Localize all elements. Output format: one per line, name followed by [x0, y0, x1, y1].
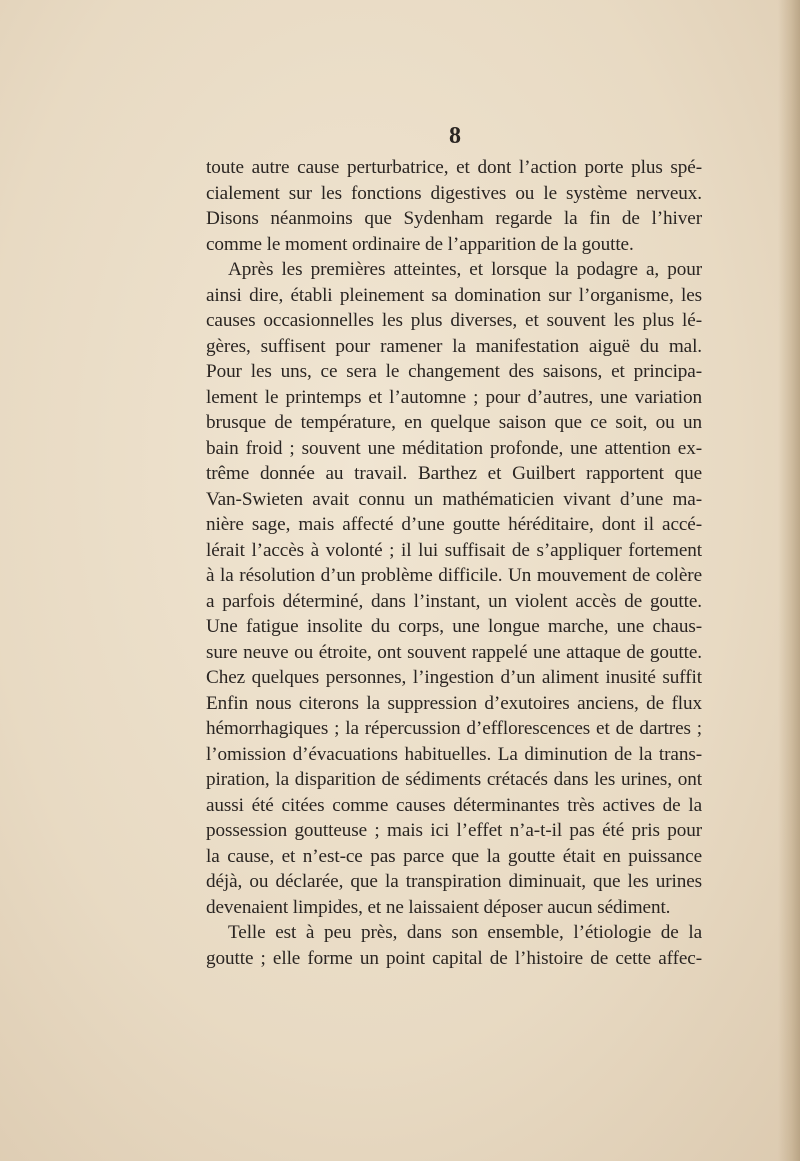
- text-line: toute autre cause perturbatrice, et dont l’action porte plus spé-: [206, 157, 702, 178]
- text-line: comme le moment ordinaire de l’apparition de la goutte.: [206, 233, 634, 255]
- text-line: Pour les uns, ce sera le changement des saisons, et principa-: [206, 361, 702, 382]
- text-line: nière sage, mais affecté d’une goutte héréditaire, dont il accé-: [206, 514, 702, 535]
- text-line: Après les premières atteintes, et lorsque la podagre a, pour: [228, 259, 702, 280]
- text-line: aussi été citées comme causes déterminantes très actives de la: [206, 794, 702, 816]
- text-line: Une fatigue insolite du corps, une longue marche, une chaus-: [206, 616, 702, 637]
- text-line: déjà, ou déclarée, que la transpiration diminuait, que les urines: [206, 871, 702, 892]
- text-line: cialement sur les fonctions digestives ou le système nerveux.: [206, 182, 702, 204]
- text-line: Disons néanmoins que Sydenham regarde la fin de l’hiver: [206, 208, 702, 229]
- text-line: goutte ; elle forme un point capital de l’histoire de cette affec-: [206, 947, 702, 969]
- text-line: la cause, et n’est-ce pas parce que la goutte était en puissance: [206, 845, 702, 867]
- text-line: Enfin nous citerons la suppression d’exutoires anciens, de flux: [206, 692, 702, 714]
- text-line: bain froid ; souvent une méditation profonde, une attention ex-: [206, 437, 702, 459]
- text-line: hémorrhagiques ; la répercussion d’efflorescences et de dartres ;: [206, 718, 702, 739]
- text-line: trême donnée au travail. Barthez et Guilbert rapportent que: [206, 463, 702, 484]
- text-line: causes occasionnelles les plus diverses, et souvent les plus lé-: [206, 310, 702, 331]
- text-line: l’omission d’évacuations habituelles. La diminution de la trans-: [206, 743, 702, 765]
- text-line: brusque de température, en quelque saison que ce soit, ou un: [206, 412, 702, 433]
- text-line: Van-Swieten avait connu un mathématicien vivant d’une ma-: [206, 488, 702, 510]
- text-line: lement le printemps et l’automne ; pour d’autres, une variation: [206, 386, 702, 408]
- text-line: lérait l’accès à volonté ; il lui suffisait de s’appliquer fortement: [206, 539, 702, 561]
- text-line: gères, suffisent pour ramener la manifestation aiguë du mal.: [206, 335, 702, 357]
- text-line: sure neuve ou étroite, ont souvent rappelé une attaque de goutte.: [206, 641, 702, 663]
- page-edge-shadow: [778, 0, 800, 1161]
- text-line: piration, la disparition de sédiments crétacés dans les urines, ont: [206, 769, 702, 790]
- text-line: à la résolution d’un problème difficile. Un mouvement de colère: [206, 565, 702, 586]
- text-line: devenaient limpides, et ne laissaient déposer aucun sédiment.: [206, 896, 671, 918]
- text-line: Telle est à peu près, dans son ensemble, l’étiologie de la: [228, 922, 702, 943]
- text-line: a parfois déterminé, dans l’instant, un violent accès de goutte.: [206, 590, 702, 612]
- text-line: possession goutteuse ; mais ici l’effet n’a-t-il pas été pris pour: [206, 820, 702, 841]
- body-text: [206, 155, 702, 971]
- text-line: ainsi dire, établi pleinement sa domination sur l’organisme, les: [206, 284, 702, 306]
- text-line: Chez quelques personnes, l’ingestion d’un aliment inusité suffit: [206, 667, 702, 688]
- page-number: 8: [449, 123, 461, 149]
